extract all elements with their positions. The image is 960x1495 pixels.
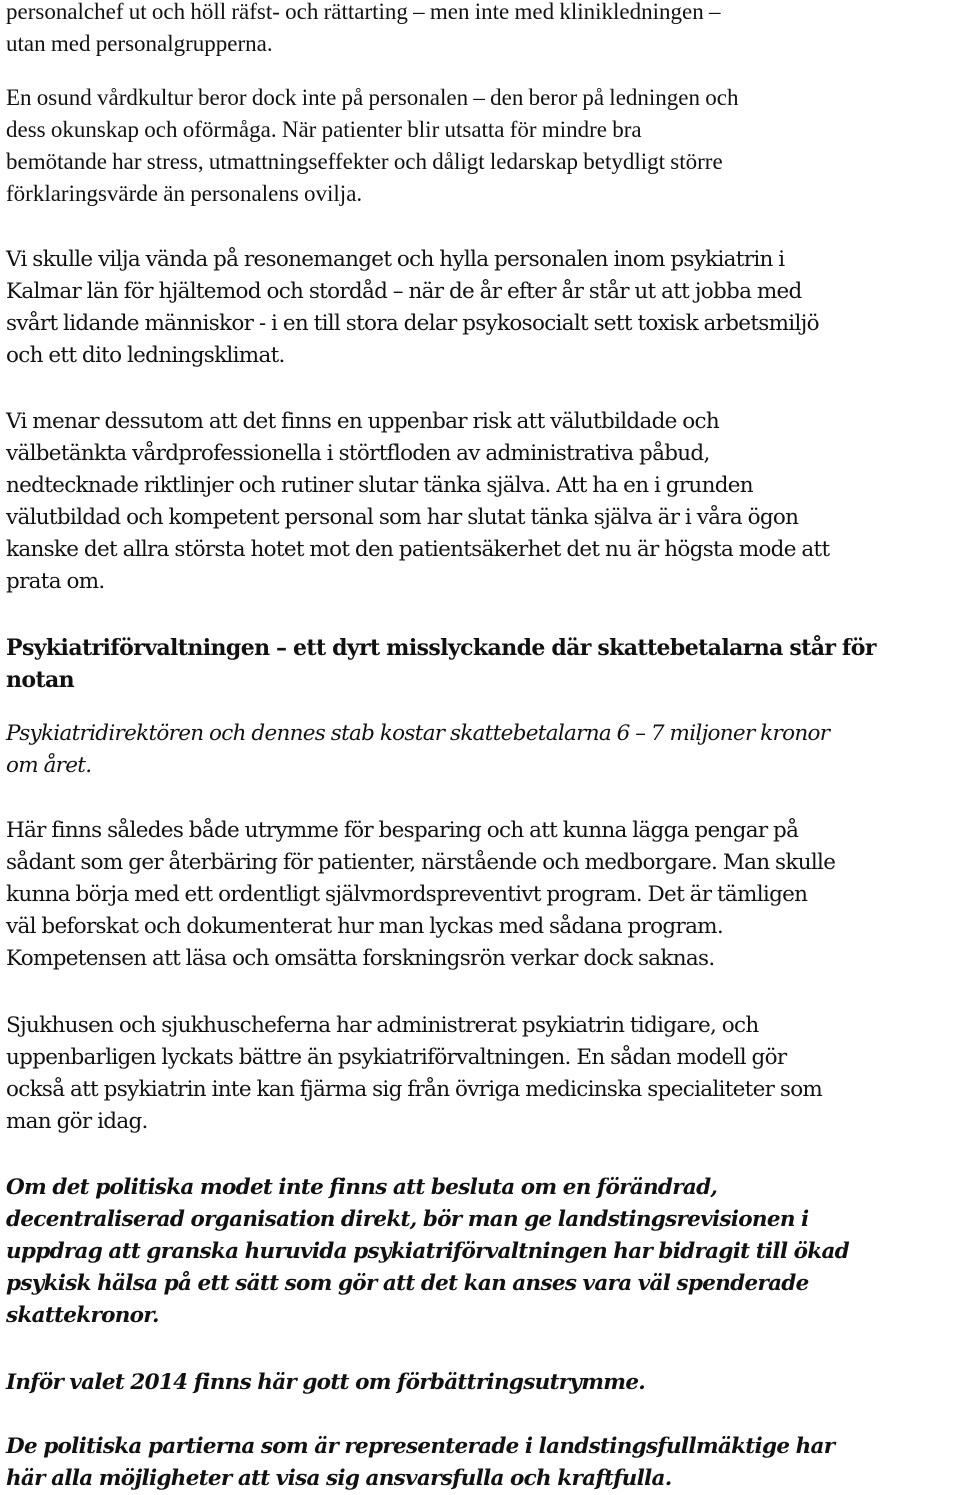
text-line: uppdrag att granska huruvida psykiatriförvaltningen har bidragit till ökad — [6, 1239, 850, 1264]
text-line: bemötande har stress, utmattningseffekter och dåligt ledarskap betydligt större — [6, 149, 723, 174]
text-line: Kalmar län för hjältemod och stordåd – när de år efter år står ut att jobba med — [6, 279, 802, 304]
paragraph-director-cost — [6, 718, 829, 782]
text-line: nedtecknade riktlinjer och rutiner slutar tänka själva. Att ha en i grunden — [6, 473, 753, 498]
paragraph-hospitals — [6, 1010, 822, 1138]
text-line: kanske det allra största hotet mot den patientsäkerhet det nu är högsta mode att — [6, 537, 830, 562]
text-line: uppenbarligen lyckats bättre än psykiatriförvaltningen. En sådan modell gör — [6, 1045, 787, 1070]
text-line: skattekronor. — [6, 1303, 159, 1328]
text-line: förklaringsvärde än personalens ovilja. — [6, 181, 363, 206]
text-line: sådant som ger återbäring för patienter, närstående och medborgare. Man skulle — [6, 850, 836, 875]
heading-line: Psykiatriförvaltningen – ett dyrt misslyckande där skattebetalarna står för — [6, 635, 876, 661]
text-line: man gör idag. — [6, 1109, 148, 1134]
text-line: En osund vårdkultur beror dock inte på personalen – den beror på ledningen och — [6, 85, 739, 110]
paragraph-praise-staff — [6, 244, 819, 372]
text-line: Psykiatridirektören och dennes stab kostar skattebetalarna 6 – 7 miljoner kronor — [6, 721, 830, 746]
text-line: och ett dito ledningsklimat. — [6, 343, 285, 368]
text-line: Sjukhusen och sjukhuscheferna har administrerat psykiatrin tidigare, och — [6, 1013, 759, 1038]
text-line: kunna börja med ett ordentligt självmordspreventivt program. Det är tämligen — [6, 882, 808, 907]
paragraph-election-2014 — [6, 1367, 645, 1399]
paragraph-personnel-chief — [6, 0, 720, 60]
text-line: Vi skulle vilja vända på resonemanget och hylla personalen inom psykiatrin i — [6, 247, 785, 272]
text-line: välbetänkta vårdprofessionella i störtfloden av administrativa påbud, — [6, 441, 710, 466]
paragraph-savings — [6, 815, 835, 975]
paragraph-administrative-risk — [6, 406, 829, 598]
text-line: Vi menar dessutom att det finns en uppenbar risk att välutbildade och — [6, 409, 720, 434]
text-line: Kompetensen att läsa och omsätta forskningsrön verkar dock saknas. — [6, 946, 715, 971]
text-line: prata om. — [6, 569, 105, 594]
text-line: dess okunskap och oförmåga. När patienter blir utsatta för mindre bra — [6, 117, 642, 142]
text-line: personalchef ut och höll räfst- och rättarting – men inte med klinikledningen – — [6, 0, 721, 24]
heading-line: notan — [6, 667, 75, 693]
paragraph-political-parties — [6, 1431, 834, 1495]
text-line: om året. — [6, 753, 92, 778]
section-heading — [6, 632, 876, 696]
text-line: psykisk hälsa på ett sätt som gör att det kan anses vara väl spenderade — [6, 1271, 809, 1296]
text-line: här alla möjligheter att visa sig ansvarsfulla och kraftfulla. — [6, 1466, 672, 1491]
text-line: väl beforskat och dokumenterat hur man lyckas med sådana program. — [6, 914, 724, 939]
text-line: Inför valet 2014 finns här gott om förbättringsutrymme. — [6, 1370, 646, 1395]
text-line: Om det politiska modet inte finns att besluta om en förändrad, — [6, 1175, 718, 1200]
text-line: utan med personalgrupperna. — [6, 31, 273, 56]
text-line: välutbildad och kompetent personal som har slutat tänka själva är i våra ögon — [6, 505, 799, 530]
text-line: Här finns således både utrymme för besparing och att kunna lägga pengar på — [6, 818, 799, 843]
paragraph-unhealthy-culture — [6, 82, 738, 210]
text-line: också att psykiatrin inte kan fjärma sig från övriga medicinska specialiteter som — [6, 1077, 823, 1102]
text-line: De politiska partierna som är representerade i landstingsfullmäktige har — [6, 1434, 835, 1459]
text-line: svårt lidande människor - i en till stora delar psykosocialt sett toxisk arbetsmiljö — [6, 311, 819, 336]
paragraph-political-courage — [6, 1172, 849, 1332]
text-line: decentraliserad organisation direkt, bör man ge landstingsrevisionen i — [6, 1207, 809, 1232]
